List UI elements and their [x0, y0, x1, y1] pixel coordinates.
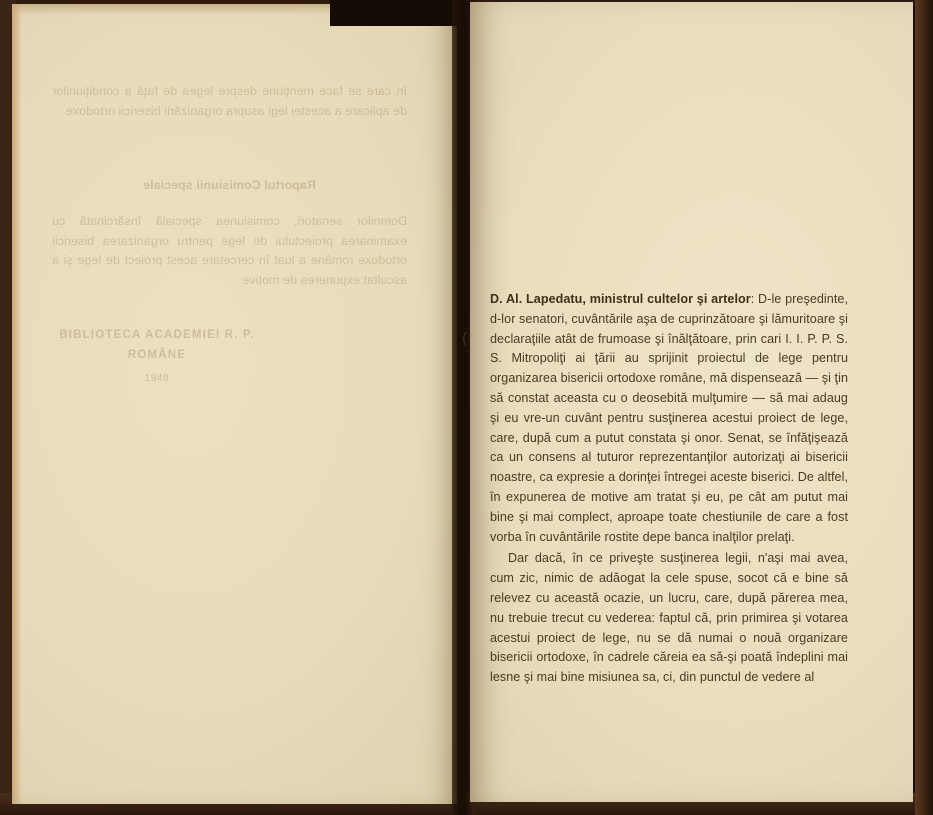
left-page-showthrough-paragraph-c: Domnilor senatori, comisiunea specială însărcinată cu examinarea proiectului de lege pentru organizarea bisericii ortodoxe române a luat în cercetare acest proiect de lege şi a ascultat expunerea de motive — [52, 214, 407, 287]
background-surface-right — [915, 0, 933, 815]
library-stamp — [42, 326, 272, 389]
left-page — [12, 4, 457, 804]
left-page-left-edge — [12, 4, 22, 804]
right-page-top-edge — [470, 2, 913, 10]
paragraph-2: Dar dacă, în ce priveşte susţinerea legii, n'aşi mai avea, cum zic, nimic de adăogat la cele spuse, socot că e bine să relevez cu această ocazie, un lucru, care, după părerea mea, nu trebuie trecut cu vederea: faptul că, prin primirea şi votarea acestui proiect de lege, nu se dă numai o nouă organizare bisericii ortodoxe, în cadrele căreia ea să-şi poată îndeplini mai lesne şi mai bine misiunea sa, ci, din punctul de vedere al — [490, 551, 848, 685]
left-page-showthrough-heading: Raportul Comisiunii speciale — [143, 178, 316, 192]
speaker-name: D. Al. Lapedatu, ministrul cultelor şi artelor — [490, 292, 751, 306]
left-page-showthrough-paragraph-a: în care se face menţiune despre legea de faţă a condiţiunilor de aplicare a acestei legi asupra organizării bisericii ortodoxe — [52, 84, 407, 118]
margin-mark: ( — [462, 330, 467, 347]
library-stamp-year: 1948 — [144, 373, 170, 385]
body-text-column — [490, 290, 848, 688]
paragraph-1-text: : D-le preşedinte, d-lor senatori, cuvântările aşa de cuprinzătoare şi lămuritoare şi declaraţiile atât de frumoase şi înălţătoare, prin cari I. I. P. P. S. S. Mitropoliţi ai ţării au sprijinit proiectul de lege pentru organizarea bisericii ortodoxe române, mă dispensează — şi ţin să constat aceasta cu o deosebită mulţumire — să mai adaug şi eu vre-un cuvânt pentru susţinerea acestui proiect de lege, care, după cum a putut constata şi onor. Senat, se înfăţişează ca un consens al tuturor reprezentanţilor autorizaţi ai bisericii noastre, ca expresie a dorinţei întregei aceste biserici. De altfel, în expunerea de motive am tratat şi eu, pe cât am putut mai bine şi mai complect, aproape toate chestiunile de care a fost vorba în cuvântările rostite depe banca inalţilor prelaţi. — [490, 292, 848, 544]
library-stamp-title: BIBLIOTECA ACADEMIEI R. P. ROMÂNE — [59, 329, 255, 361]
paragraph-1 — [490, 290, 848, 547]
